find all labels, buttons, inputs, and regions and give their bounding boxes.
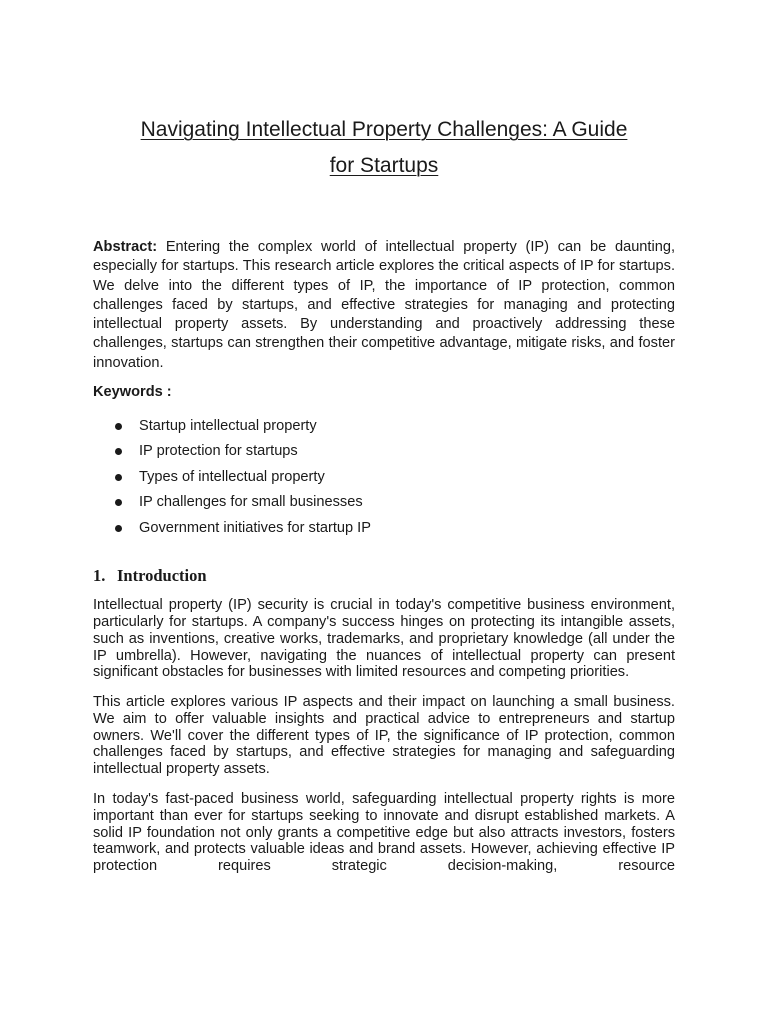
keyword-item — [93, 439, 675, 464]
abstract-paragraph — [93, 238, 675, 373]
document-title — [93, 112, 675, 184]
intro-paragraph: This article explores various IP aspects and their impact on launching a small business. We aim to offer valuable insights and practical advice to entrepreneurs and startup owners. We'll cover the different types of IP, the significance of IP protection, common challenges faced by startups, and effective strategies for managing and safeguarding intellectual property assets. — [93, 694, 675, 778]
bullet-icon — [115, 448, 122, 455]
keywords-label: Keywords : — [93, 384, 172, 401]
introduction-heading — [93, 565, 675, 587]
keyword-text: Types of intellectual property — [139, 468, 325, 485]
document-page — [93, 112, 675, 875]
section-title: Introduction — [117, 566, 207, 586]
keyword-item — [93, 490, 675, 515]
abstract-label: Abstract: — [93, 239, 158, 255]
keyword-text: Startup intellectual property — [139, 418, 317, 435]
keyword-item — [93, 516, 675, 541]
bullet-icon — [115, 525, 122, 532]
section-number: 1. — [93, 566, 106, 586]
keyword-item — [93, 465, 675, 490]
intro-paragraph: In today's fast-paced business world, safeguarding intellectual property rights is more important than ever for startups seeking to innovate and disrupt established markets. A solid IP foundation not only grants a competitive edge but also attracts investors, fosters teamwork, and protects valuable ideas and brand assets. However, achieving effective IP protection requires strategic decision-making, resource — [93, 791, 675, 875]
abstract-text: Entering the complex world of intellectual property (IP) can be daunting, especially for startups. This research article explores the critical aspects of IP for startups. We delve into the different types of IP, the importance of IP protection, common challenges faced by startups, and effective strategies for managing and protecting intellectual property assets. By understanding and proactively addressing these challenges, startups can strengthen their competitive advantage, mitigate risks, and foster innovation. — [93, 239, 676, 371]
keyword-text: Government initiatives for startup IP — [139, 519, 371, 536]
bullet-icon — [115, 474, 122, 481]
keyword-text: IP protection for startups — [139, 443, 298, 460]
title-line-2: for Startups — [329, 154, 439, 177]
title-line-1: Navigating Intellectual Property Challenges: A Guide — [140, 118, 628, 141]
intro-paragraph: Intellectual property (IP) security is crucial in today's competitive business environment, particularly for startups. A company's success hinges on protecting its intangible assets, such as inventions, creative works, trademarks, and proprietary knowledge (all under the IP umbrella). However, navigating the nuances of intellectual property can present significant obstacles for businesses with limited resources and competing priorities. — [93, 597, 675, 681]
keyword-text: IP challenges for small businesses — [139, 494, 363, 511]
bullet-icon — [115, 423, 122, 430]
keywords-list — [93, 414, 675, 541]
bullet-icon — [115, 499, 122, 506]
keyword-item — [93, 414, 675, 439]
